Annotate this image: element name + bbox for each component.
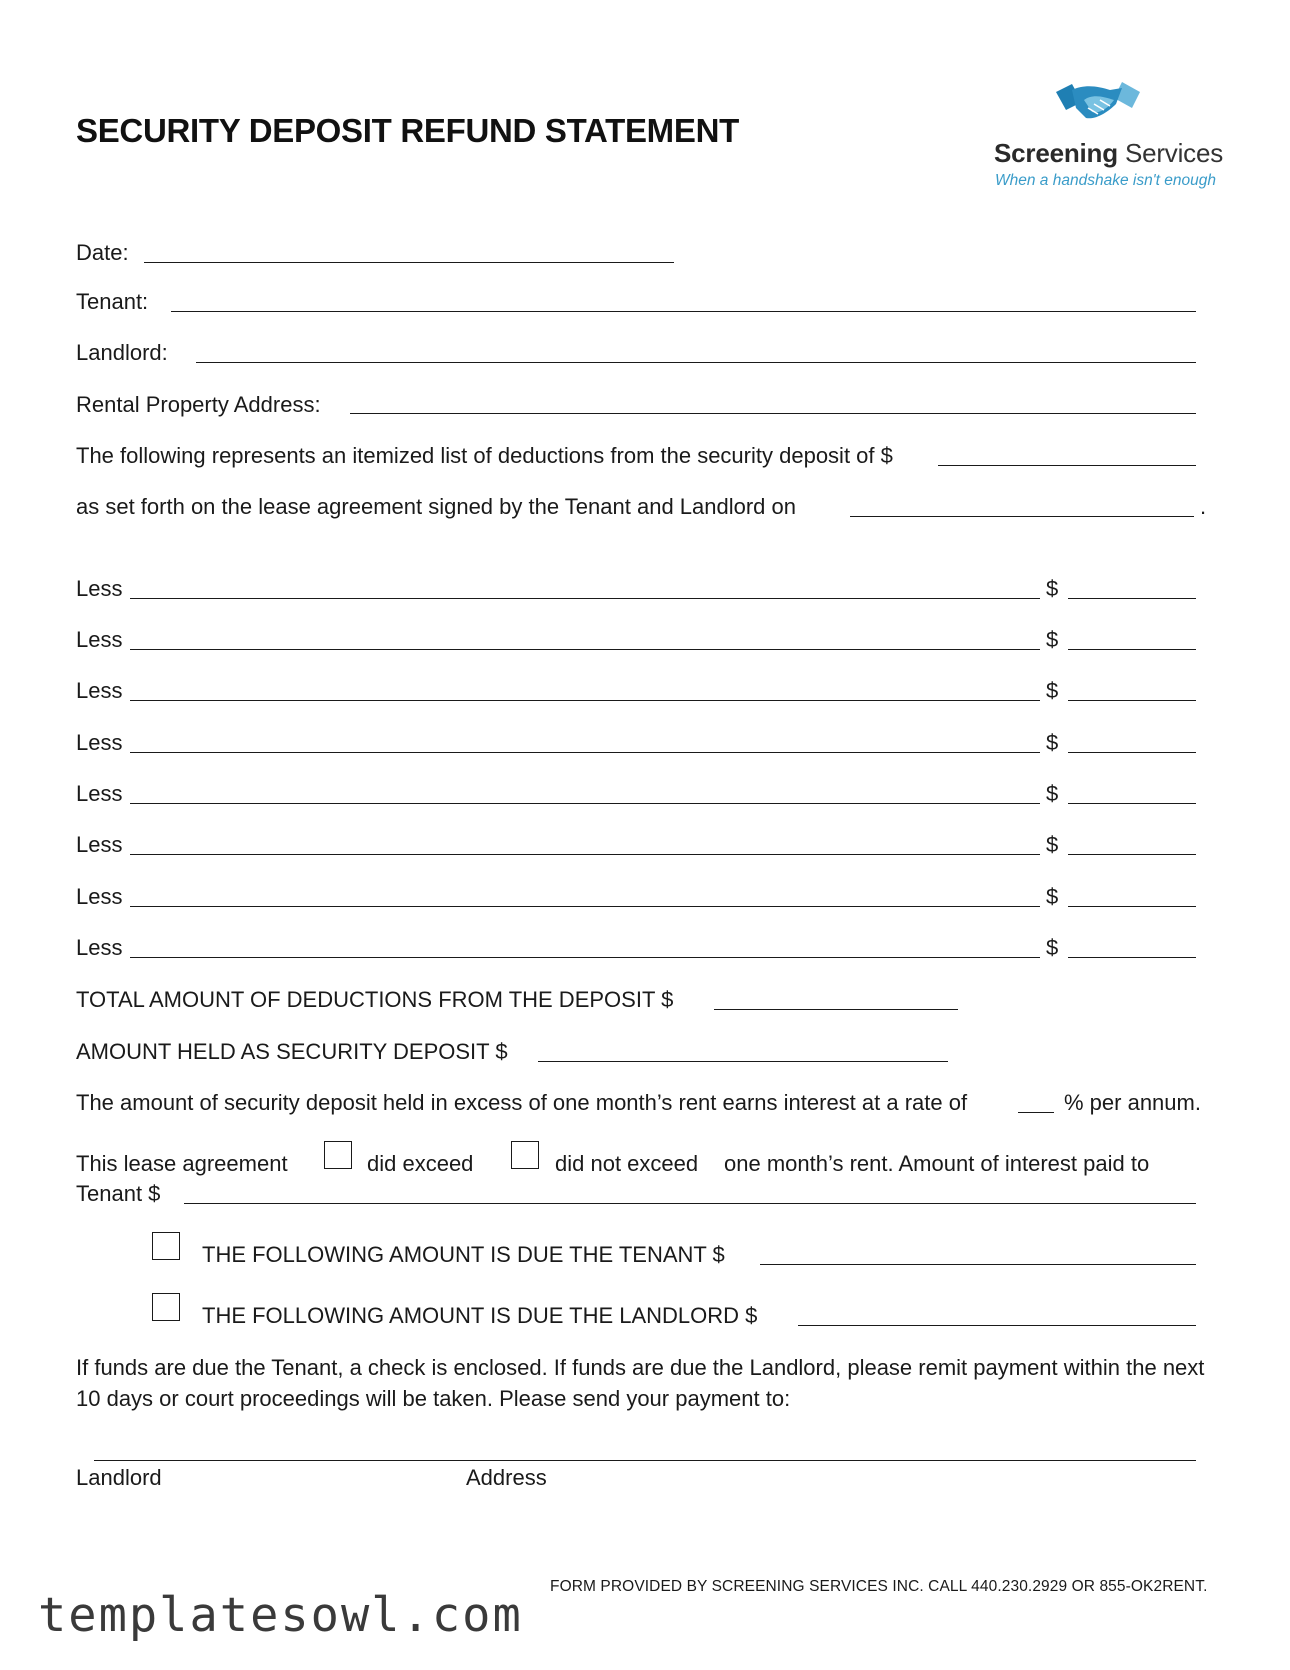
intro-period: . [1200, 494, 1207, 519]
amount-held-field[interactable] [538, 1061, 948, 1062]
payment-notice: If funds are due the Tenant, a check is enclosed. If funds are due the Landlord, please remit payment within the next 10 days or court proceedings will be taken. Please send your payment to: [76, 1355, 1205, 1411]
rental-address-label: Rental Property Address: [76, 392, 321, 417]
form-footer: FORM PROVIDED BY SCREENING SERVICES INC. CALL 440.230.2929 OR 855-OK2RENT. [550, 1578, 1208, 1595]
deduction-description-field[interactable] [130, 854, 1040, 855]
landlord-label: Landlord: [76, 340, 168, 365]
currency-symbol: $ [1046, 832, 1059, 857]
currency-symbol: $ [1046, 627, 1059, 652]
total-deductions-label: TOTAL AMOUNT OF DEDUCTIONS FROM THE DEPOSIT $ [76, 987, 674, 1012]
deduction-label: Less [76, 935, 123, 960]
interest-text: The amount of security deposit held in excess of one month’s rent earns interest at a rate of [76, 1090, 968, 1115]
lease-agreement-label: This lease agreement [76, 1151, 288, 1176]
due-landlord-field[interactable] [798, 1325, 1196, 1326]
signature-address-label: Address [466, 1465, 547, 1490]
due-landlord-label: THE FOLLOWING AMOUNT IS DUE THE LANDLORD $ [202, 1303, 758, 1328]
currency-symbol: $ [1046, 678, 1059, 703]
intro-line-1: The following represents an itemized list of deductions from the security deposit of $ [76, 443, 893, 468]
tenant-interest-field[interactable] [184, 1203, 1196, 1204]
deduction-amount-field[interactable] [1068, 700, 1196, 701]
company-logo [1052, 78, 1144, 124]
deduction-label: Less [76, 627, 123, 652]
deduction-description-field[interactable] [130, 752, 1040, 753]
did-exceed-checkbox[interactable] [324, 1141, 352, 1169]
total-deductions-field[interactable] [714, 1009, 958, 1010]
rental-address-field[interactable] [350, 413, 1196, 414]
deduction-description-field[interactable] [130, 957, 1040, 958]
currency-symbol: $ [1046, 576, 1059, 601]
currency-symbol: $ [1046, 935, 1059, 960]
due-tenant-checkbox[interactable] [152, 1232, 180, 1260]
deduction-label: Less [76, 832, 123, 857]
deduction-description-field[interactable] [130, 803, 1040, 804]
deduction-amount-field[interactable] [1068, 906, 1196, 907]
interest-per-annum: % per annum. [1064, 1090, 1201, 1115]
deduction-description-field[interactable] [130, 700, 1040, 701]
date-field[interactable] [144, 262, 674, 263]
tenant-label: Tenant: [76, 289, 149, 314]
deduction-amount-field[interactable] [1068, 649, 1196, 650]
landlord-field[interactable] [196, 362, 1196, 363]
currency-symbol: $ [1046, 884, 1059, 909]
lease-date-field[interactable] [850, 516, 1194, 517]
tenant-field[interactable] [171, 311, 1196, 312]
deduction-label: Less [76, 576, 123, 601]
deduction-description-field[interactable] [130, 906, 1040, 907]
page-title: SECURITY DEPOSIT REFUND STATEMENT [76, 112, 739, 149]
did-not-exceed-label: did not exceed [555, 1151, 699, 1176]
did-not-exceed-checkbox[interactable] [511, 1141, 539, 1169]
security-deposit-field[interactable] [938, 465, 1196, 466]
deduction-label: Less [76, 781, 123, 806]
due-tenant-label: THE FOLLOWING AMOUNT IS DUE THE TENANT $ [202, 1242, 725, 1267]
handshake-icon [1052, 78, 1144, 124]
deduction-amount-field[interactable] [1068, 854, 1196, 855]
tenant-interest-label: Tenant $ [76, 1181, 161, 1206]
watermark: templatesowl.com [38, 1588, 523, 1643]
amount-held-label: AMOUNT HELD AS SECURITY DEPOSIT $ [76, 1039, 508, 1064]
deduction-label: Less [76, 678, 123, 703]
signature-line[interactable] [94, 1460, 1196, 1461]
due-tenant-field[interactable] [760, 1264, 1196, 1265]
deduction-label: Less [76, 884, 123, 909]
deduction-amount-field[interactable] [1068, 752, 1196, 753]
signature-landlord-label: Landlord [76, 1465, 162, 1490]
interest-rate-field[interactable] [1018, 1112, 1054, 1113]
deduction-amount-field[interactable] [1068, 957, 1196, 958]
company-tagline: When a handshake isn't enough [995, 172, 1216, 189]
company-name: Screening Services [994, 138, 1224, 168]
date-label: Date: [76, 240, 129, 265]
deduction-label: Less [76, 730, 123, 755]
due-landlord-checkbox[interactable] [152, 1293, 180, 1321]
deduction-amount-field[interactable] [1068, 598, 1196, 599]
deduction-description-field[interactable] [130, 598, 1040, 599]
did-exceed-label: did exceed [367, 1151, 474, 1176]
currency-symbol: $ [1046, 781, 1059, 806]
deduction-amount-field[interactable] [1068, 803, 1196, 804]
interest-paid-text: one month’s rent. Amount of interest paid to [724, 1151, 1150, 1176]
currency-symbol: $ [1046, 730, 1059, 755]
deduction-description-field[interactable] [130, 649, 1040, 650]
intro-line-2: as set forth on the lease agreement signed by the Tenant and Landlord on [76, 494, 796, 519]
